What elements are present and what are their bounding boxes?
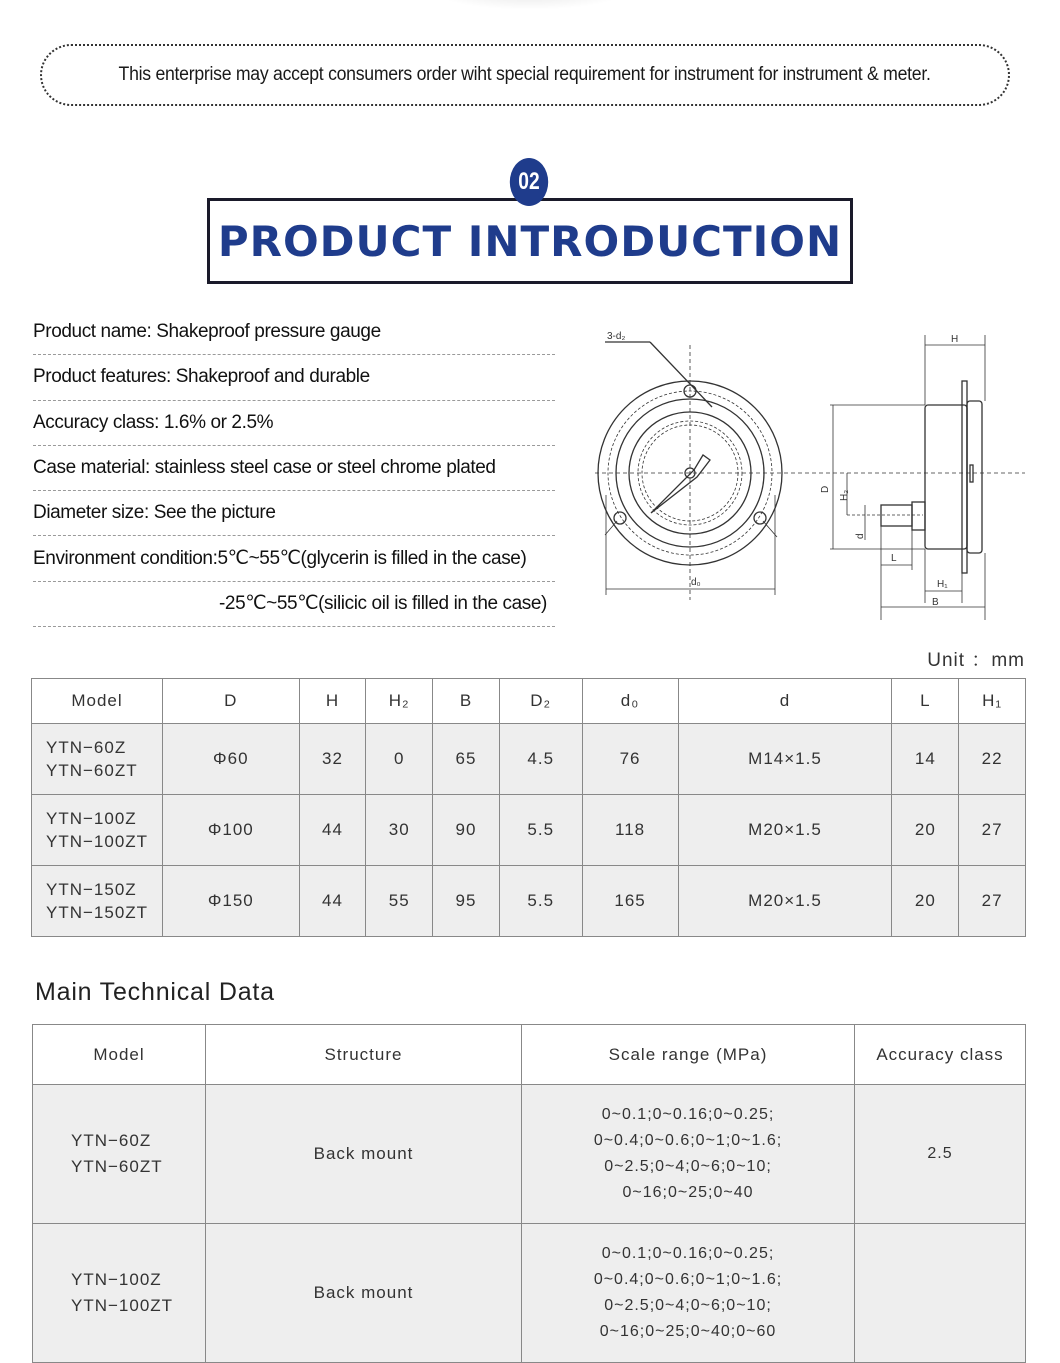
range-line: 0~0.1;0~0.16;0~0.25; xyxy=(601,1245,775,1262)
side-view xyxy=(830,335,985,620)
spec-environment-silicic: -25℃~55℃(silicic oil is filled in the case) xyxy=(33,582,555,627)
model-name-alt: YTN−100ZT xyxy=(71,1296,174,1315)
header-H: H xyxy=(299,679,366,724)
cell-D2: 4.5 xyxy=(499,724,582,795)
technical-table-header xyxy=(33,1025,1026,1085)
cell-H: 44 xyxy=(299,795,366,866)
spec-product-features: Product features: Shakeproof and durable xyxy=(33,355,555,400)
label-H: H xyxy=(951,334,959,345)
section-title: PRODUCT INTRODUCTION xyxy=(217,216,843,266)
cell-B: 65 xyxy=(433,724,500,795)
label-d0: d₀ xyxy=(691,577,701,588)
cell-model xyxy=(32,795,163,866)
model-name-alt: YTN−60ZT xyxy=(71,1157,163,1176)
dimension-table-header xyxy=(32,679,1026,724)
label-holes: 3-d₂ xyxy=(607,331,626,342)
gauge-dimension-diagram xyxy=(585,325,1035,625)
range-line: 0~0.4;0~0.6;0~1;0~1.6; xyxy=(593,1271,783,1288)
notice-text: This enterprise may accept consumers order wiht special requirement for instrument for instrument & meter. xyxy=(118,64,932,85)
label-D: D xyxy=(820,485,831,493)
front-bezel xyxy=(967,401,982,553)
range-line: 0~16;0~25;0~40;0~60 xyxy=(599,1323,777,1340)
unit-label: Unit ：mm xyxy=(927,650,1025,671)
model-name-alt: YTN−100ZT xyxy=(46,832,149,851)
range-line: 0~2.5;0~4;0~6;0~10; xyxy=(604,1297,772,1314)
header-B: B xyxy=(433,679,500,724)
cell-L: 14 xyxy=(892,724,959,795)
range-line: 0~0.1;0~0.16;0~0.25; xyxy=(601,1106,775,1123)
cell-d: M20×1.5 xyxy=(678,866,892,937)
model-name: YTN−150Z xyxy=(46,880,137,899)
header-accuracy-class: Accuracy class xyxy=(855,1025,1026,1085)
cell-B: 95 xyxy=(433,866,500,937)
cell-H1: 22 xyxy=(959,724,1026,795)
cell-model xyxy=(33,1224,206,1363)
cell-L: 20 xyxy=(892,795,959,866)
cell-H1: 27 xyxy=(959,795,1026,866)
cell-structure: Back mount xyxy=(206,1085,522,1224)
bezel-tab xyxy=(970,465,973,482)
cell-structure: Back mount xyxy=(206,1224,522,1363)
label-B: B xyxy=(932,597,939,608)
header-model: Model xyxy=(33,1025,206,1085)
cell-H2: 30 xyxy=(366,795,433,866)
thread-stem xyxy=(881,505,912,526)
label-L: L xyxy=(891,553,897,564)
header-d: d xyxy=(678,679,892,724)
notice-banner xyxy=(40,44,1010,106)
cell-d: M14×1.5 xyxy=(678,724,892,795)
hole-leader-diagonal xyxy=(650,342,712,407)
technical-data-table xyxy=(32,1024,1026,1363)
header-D: D xyxy=(163,679,300,724)
model-name: YTN−60Z xyxy=(71,1131,152,1150)
range-line: 0~16;0~25;0~40 xyxy=(622,1184,754,1201)
cell-d0: 165 xyxy=(582,866,678,937)
header-H2: H₂ xyxy=(366,679,433,724)
technical-data-title: Main Technical Data xyxy=(35,978,275,1006)
header-d0: d₀ xyxy=(582,679,678,724)
spec-list xyxy=(33,310,555,627)
spec-product-name: Product name: Shakeproof pressure gauge xyxy=(33,310,555,355)
cell-B: 90 xyxy=(433,795,500,866)
cell-d0: 76 xyxy=(582,724,678,795)
cell-L: 20 xyxy=(892,866,959,937)
model-name: YTN−60Z xyxy=(46,738,127,757)
model-name: YTN−100Z xyxy=(71,1270,162,1289)
cell-D: Φ150 xyxy=(163,866,300,937)
model-name-alt: YTN−60ZT xyxy=(46,761,138,780)
cell-H: 44 xyxy=(299,866,366,937)
table-row xyxy=(32,724,1026,795)
cell-D2: 5.5 xyxy=(499,795,582,866)
header-L: L xyxy=(892,679,959,724)
spec-environment-glycerin: Environment condition:5℃~55℃(glycerin is filled in the case) xyxy=(33,536,555,581)
spec-case-material: Case material: stainless steel case or steel chrome plated xyxy=(33,446,555,491)
range-line: 0~0.4;0~0.6;0~1;0~1.6; xyxy=(593,1132,783,1149)
header-structure: Structure xyxy=(206,1025,522,1085)
cell-accuracy xyxy=(855,1224,1026,1363)
dimension-table xyxy=(31,678,1026,937)
spec-accuracy-class: Accuracy class: 1.6% or 2.5% xyxy=(33,401,555,446)
cell-d0: 118 xyxy=(582,795,678,866)
label-H1: H₁ xyxy=(937,579,948,590)
socket-hex xyxy=(912,502,925,530)
cell-scale-range xyxy=(522,1224,855,1363)
header-H1: H₁ xyxy=(959,679,1026,724)
cell-H2: 0 xyxy=(366,724,433,795)
label-H2: H₂ xyxy=(839,489,850,501)
table-row xyxy=(33,1085,1026,1224)
header-scale-range: Scale range (MPa) xyxy=(522,1025,855,1085)
cell-H2: 55 xyxy=(366,866,433,937)
table-row xyxy=(33,1224,1026,1363)
case-body xyxy=(925,405,967,549)
cell-D: Φ60 xyxy=(163,724,300,795)
header-D2: D₂ xyxy=(499,679,582,724)
cell-H1: 27 xyxy=(959,866,1026,937)
cell-model xyxy=(33,1085,206,1224)
spec-diameter-size: Diameter size: See the picture xyxy=(33,491,555,536)
header-model: Model xyxy=(32,679,163,724)
cell-model xyxy=(32,724,163,795)
cell-accuracy: 2.5 xyxy=(855,1085,1026,1224)
cell-D2: 5.5 xyxy=(499,866,582,937)
cell-D: Φ100 xyxy=(163,795,300,866)
cell-model xyxy=(32,866,163,937)
model-name-alt: YTN−150ZT xyxy=(46,903,149,922)
section-number-badge: 02 xyxy=(510,158,548,206)
model-name: YTN−100Z xyxy=(46,809,137,828)
cell-H: 32 xyxy=(299,724,366,795)
label-d: d xyxy=(855,533,866,539)
gauge-needle xyxy=(651,455,710,513)
flange-plate xyxy=(962,381,967,573)
table-row xyxy=(32,795,1026,866)
section-title-box xyxy=(207,198,853,284)
cell-d: M20×1.5 xyxy=(678,795,892,866)
table-row xyxy=(32,866,1026,937)
cell-scale-range xyxy=(522,1085,855,1224)
range-line: 0~2.5;0~4;0~6;0~10; xyxy=(604,1158,772,1175)
top-shadow-decoration xyxy=(430,0,630,10)
front-view xyxy=(595,342,1025,600)
